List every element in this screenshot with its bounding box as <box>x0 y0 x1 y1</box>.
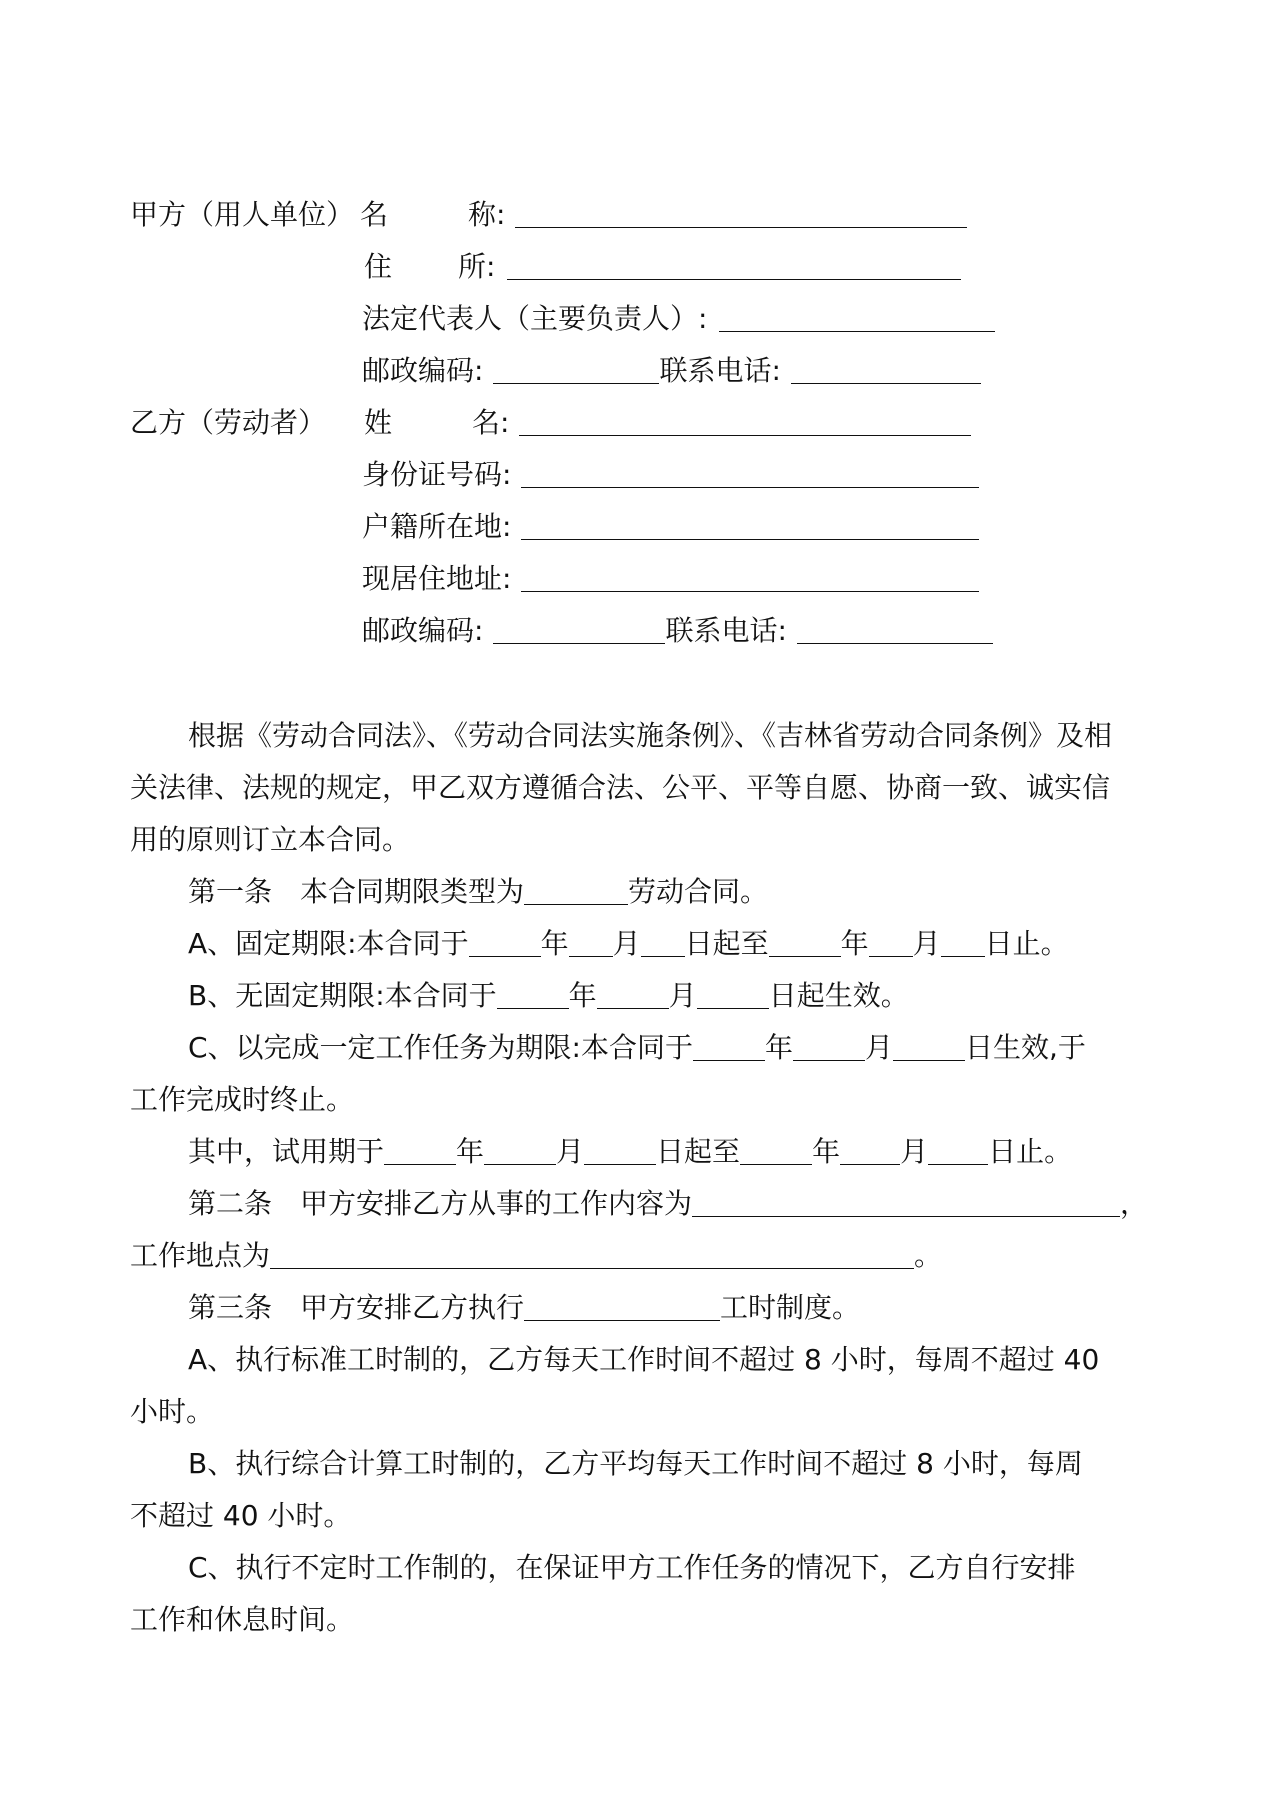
article-2-row <box>188 1184 1148 1224</box>
preamble-line-2: 关法律、法规的规定，甲乙双方遵循合法、公平、平等自愿、协商一致、诚实信 <box>130 771 1111 804</box>
task-effective-label: 日生效,于 <box>965 1031 1086 1064</box>
work-location-field[interactable] <box>270 1238 914 1269</box>
party-b-name-field[interactable] <box>519 405 971 436</box>
party-b-residence-row <box>362 559 979 599</box>
probation-row <box>188 1132 1072 1172</box>
task-term-row <box>188 1028 1086 1068</box>
month-label: 月 <box>865 1031 894 1064</box>
month-label: 月 <box>612 927 641 960</box>
hukou-label: 户籍所在地: <box>362 510 512 543</box>
task-start-year-field[interactable] <box>693 1030 765 1061</box>
month-label: 月 <box>900 1135 929 1168</box>
start-year-field[interactable] <box>469 926 541 957</box>
task-term-label: C、以完成一定工作任务为期限:本合同于 <box>188 1031 693 1064</box>
article-2-title: 第二条 <box>188 1187 273 1220</box>
article-1-text-after: 劳动合同。 <box>628 875 769 908</box>
postcode-label: 邮政编码: <box>362 614 484 647</box>
party-a-label: 甲方（用人单位） <box>130 198 355 231</box>
end-year-field[interactable] <box>769 926 841 957</box>
open-start-year-field[interactable] <box>497 978 569 1009</box>
legal-rep-label: 法定代表人（主要负责人）: <box>362 302 708 335</box>
party-b-name-row <box>130 403 971 443</box>
name-label-char1: 名 <box>360 198 389 231</box>
probation-start-month-field[interactable] <box>484 1134 556 1165</box>
end-month-field[interactable] <box>869 926 913 957</box>
party-a-address-field[interactable] <box>507 249 961 280</box>
open-start-day-field[interactable] <box>697 978 769 1009</box>
article-3-row <box>188 1288 860 1328</box>
year-label: 年 <box>540 927 569 960</box>
party-a-name-field[interactable] <box>515 197 967 228</box>
month-label: 月 <box>668 979 697 1012</box>
start-day-field[interactable] <box>641 926 685 957</box>
legal-rep-field[interactable] <box>719 301 995 332</box>
month-label: 月 <box>912 927 941 960</box>
work-location-end: 。 <box>914 1239 943 1272</box>
id-number-label: 身份证号码: <box>362 458 512 491</box>
phone-label: 联系电话: <box>665 614 787 647</box>
flexible-hours-line-2: 工作和休息时间。 <box>130 1603 355 1636</box>
residence-field[interactable] <box>521 561 979 592</box>
residence-label: 现居住地址: <box>362 562 512 595</box>
party-a-contact-row <box>362 351 981 391</box>
work-location-label: 工作地点为 <box>130 1239 271 1272</box>
party-b-hukou-row <box>362 507 979 547</box>
address-label-char2: 所: <box>458 250 496 283</box>
article-3-text: 甲方安排乙方执行 <box>300 1291 525 1324</box>
work-location-row <box>130 1236 942 1276</box>
party-a-name-row <box>130 195 967 235</box>
effective-label: 日起生效。 <box>768 979 909 1012</box>
postcode-label: 邮政编码: <box>362 354 484 387</box>
comprehensive-hours-line-2: 不超过 40 小时。 <box>130 1499 352 1532</box>
preamble-line-1: 根据《劳动合同法》、《劳动合同法实施条例》、《吉林省劳动合同条例》及相 <box>188 719 1113 752</box>
party-b-contact-row <box>362 611 993 651</box>
fixed-term-label: A、固定期限:本合同于 <box>188 927 469 960</box>
year-label: 年 <box>568 979 597 1012</box>
fixed-term-row <box>188 924 1069 964</box>
party-a-legal-rep-row <box>362 299 995 339</box>
task-term-line-2: 工作完成时终止。 <box>130 1083 355 1116</box>
party-b-postcode-field[interactable] <box>493 613 665 644</box>
work-content-field[interactable] <box>692 1186 1120 1217</box>
name-label-char2: 称: <box>468 198 506 231</box>
name-label-char2: 名: <box>472 406 510 439</box>
day-from-to-label: 日起至 <box>656 1135 741 1168</box>
year-label: 年 <box>456 1135 485 1168</box>
task-start-day-field[interactable] <box>893 1030 965 1061</box>
party-a-postcode-field[interactable] <box>493 353 659 384</box>
article-2-comma: ， <box>1120 1187 1149 1220</box>
open-term-row <box>188 976 909 1016</box>
party-a-address-row <box>364 247 961 287</box>
party-a-phone-field[interactable] <box>791 353 981 384</box>
month-label: 月 <box>556 1135 585 1168</box>
flexible-hours-line-1: C、执行不定时工作制的，在保证甲方工作任务的情况下，乙方自行安排 <box>188 1551 1076 1584</box>
probation-label: 其中，试用期于 <box>188 1135 385 1168</box>
task-start-month-field[interactable] <box>793 1030 865 1061</box>
article-3-text-after: 工时制度。 <box>720 1291 861 1324</box>
hukou-field[interactable] <box>521 509 979 540</box>
year-label: 年 <box>812 1135 841 1168</box>
day-end-label: 日止。 <box>988 1135 1073 1168</box>
probation-start-day-field[interactable] <box>584 1134 656 1165</box>
address-label-char1: 住 <box>364 250 393 283</box>
probation-end-day-field[interactable] <box>928 1134 988 1165</box>
year-label: 年 <box>840 927 869 960</box>
start-month-field[interactable] <box>569 926 613 957</box>
article-1-row <box>188 872 768 912</box>
probation-end-month-field[interactable] <box>840 1134 900 1165</box>
day-from-to-label: 日起至 <box>684 927 769 960</box>
article-1-title: 第一条 <box>188 875 273 908</box>
open-term-label: B、无固定期限:本合同于 <box>188 979 497 1012</box>
article-3-title: 第三条 <box>188 1291 273 1324</box>
open-start-month-field[interactable] <box>597 978 669 1009</box>
probation-end-year-field[interactable] <box>740 1134 812 1165</box>
party-b-phone-field[interactable] <box>797 613 993 644</box>
day-end-label: 日止。 <box>984 927 1069 960</box>
standard-hours-line-2: 小时。 <box>130 1395 215 1428</box>
comprehensive-hours-line-1: B、执行综合计算工时制的，乙方平均每天工作时间不超过 8 小时，每周 <box>188 1447 1083 1480</box>
working-hours-system-field[interactable] <box>524 1290 720 1321</box>
name-label-char1: 姓 <box>364 406 393 439</box>
party-b-id-row <box>362 455 979 495</box>
article-2-text: 甲方安排乙方从事的工作内容为 <box>300 1187 693 1220</box>
party-b-label: 乙方（劳动者） <box>130 406 327 439</box>
id-number-field[interactable] <box>521 457 979 488</box>
probation-start-year-field[interactable] <box>384 1134 456 1165</box>
contract-type-field[interactable] <box>524 874 628 905</box>
article-1-text: 本合同期限类型为 <box>300 875 525 908</box>
end-day-field[interactable] <box>941 926 985 957</box>
year-label: 年 <box>765 1031 794 1064</box>
phone-label: 联系电话: <box>659 354 781 387</box>
standard-hours-line-1: A、执行标准工时制的，乙方每天工作时间不超过 8 小时，每周不超过 40 <box>188 1343 1100 1376</box>
preamble-line-3: 用的原则订立本合同。 <box>130 823 411 856</box>
